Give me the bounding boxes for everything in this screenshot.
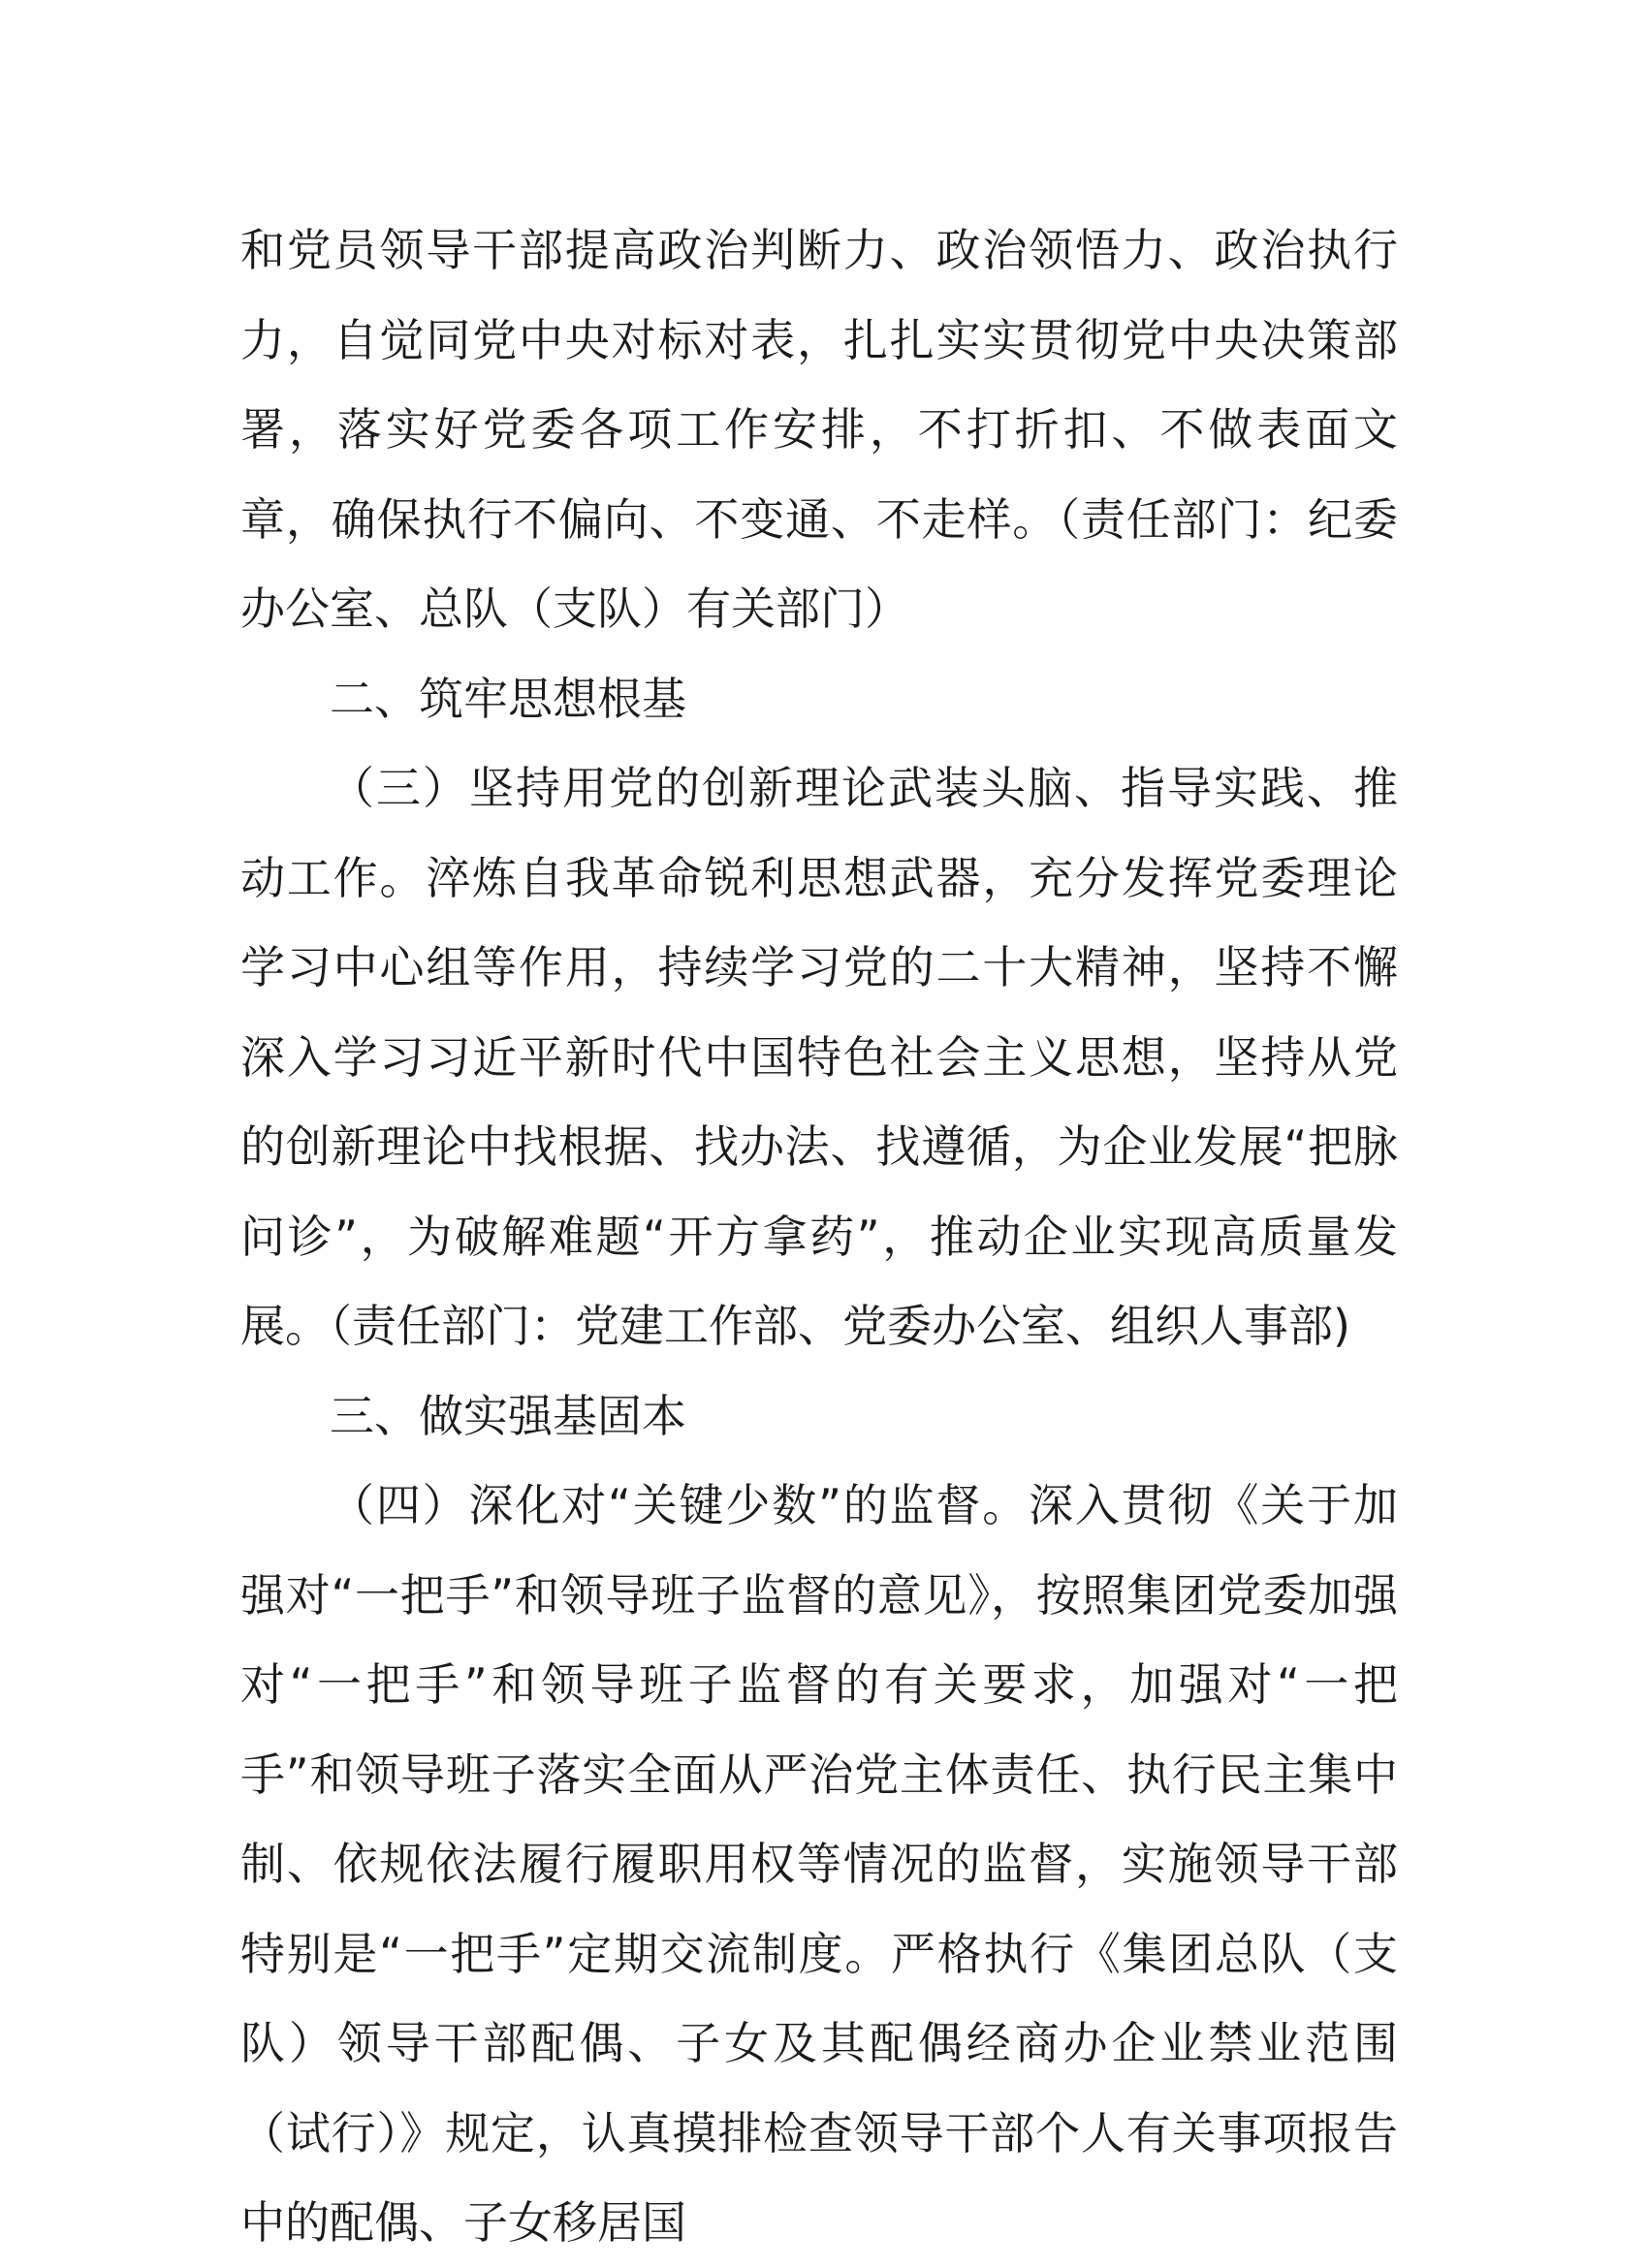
paragraph-continuation: 和党员领导干部提高政治判断力、政治领悟力、政治执行力，自觉同党中央对标对表，扎扎实实贯彻党中央决策部署，落实好党委各项工作安排，不打折扣、不做表面文章，确保执行不偏向、不变通、不走样。（责任部门：纪委办公室、总队（支队）有关部门） bbox=[240, 224, 1398, 635]
paragraph-item-3: （三）坚持用党的创新理论武装头脑、指导实践、推动工作。淬炼自我革命锐利思想武器，充分发挥党委理论学习中心组等作用，持续学习党的二十大精神，坚持不懈深入学习习近平新时代中国特色社会主义思想，坚持从党的创新理论中找根据、找办法、找遵循，为企业发展“把脉问诊”，为破解难题“开方拿药”，推动企业实现高质量发展。（责任部门：党建工作部、党委办公室、组织人事部) bbox=[240, 762, 1398, 1352]
paragraph-item-4: （四）深化对“关键少数”的监督。深入贯彻《关于加强对“一把手”和领导班子监督的意见》，按照集团党委加强对“一把手”和领导班子监督的有关要求，加强对“一把手”和领导班子落实全面从严治党主体责任、执行民主集中制、依规依法履行履职用权等情况的监督，实施领导干部特别是“一把手”定期交流制度。严格执行《集团总队（支队）领导干部配偶、子女及其配偶经商办企业禁业范围（试行）》规定，认真摸排检查领导干部个人有关事项报告中的配偶、子女移居国 bbox=[240, 1479, 1398, 2249]
document-body bbox=[240, 205, 1398, 2268]
section-heading-3: 三、做实强基固本 bbox=[330, 1389, 686, 1442]
section-heading-2: 二、筑牢思想根基 bbox=[330, 672, 686, 725]
